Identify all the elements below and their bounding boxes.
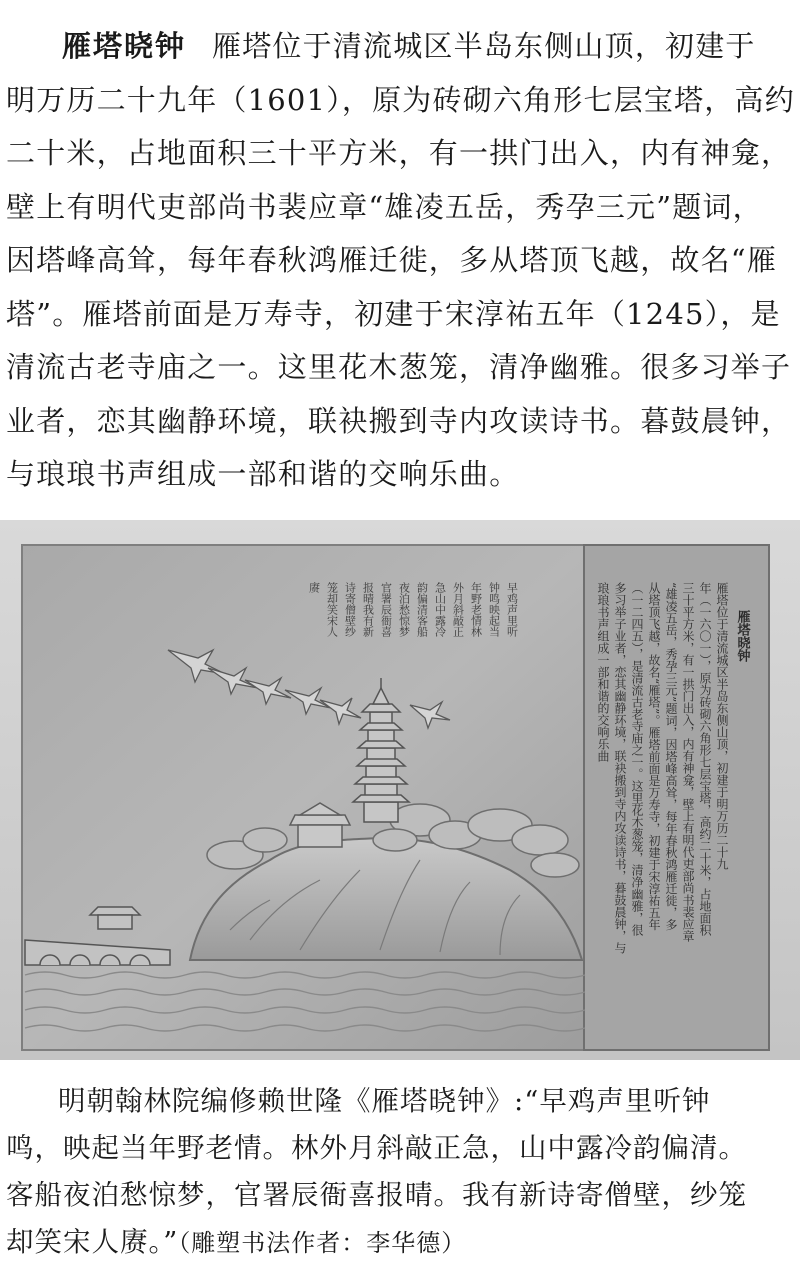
intro-text-line: 塔”。雁塔前面是万寿寺，初建于宋淳祐五年（1245），是 (6, 296, 781, 331)
intro-text-line: 因塔峰高耸，每年春秋鸿雁迁徙，多从塔顶飞越，故名“雁 (6, 243, 778, 277)
intro-text-line: 壁上有明代吏部尚书裴应章“雄凌五岳，秀孕三元”题词， (6, 189, 763, 224)
intro-text-line: 与琅琅书声组成一部和谐的交响乐曲。 (6, 457, 520, 491)
calligraphy-column: 报晴我有新 (361, 582, 375, 637)
panel-text-column: 琅琅书声组成一部和谐的交响乐曲 (596, 582, 610, 762)
calligraphy-column: 夜泊愁惊梦 (397, 582, 411, 637)
intro-paragraph (6, 20, 796, 502)
calligraphy-column: 官署辰衙喜 (379, 582, 393, 637)
caption-line-last (6, 1219, 796, 1267)
calligraphy-column: 诗寄僧壁纱 (343, 582, 357, 637)
panel-text-column: 从塔顶飞越，故名“雁塔”。雁塔前面是万寿寺，初建于宋淳祐五年 (647, 582, 661, 931)
calligraphy-column: 笼却笑宋人 (325, 582, 339, 637)
calligraphy-column: 钟鸣映起当 (487, 582, 501, 637)
caption-line: 客船夜泊愁惊梦，官署辰衙喜报晴。我有新诗寄僧壁，纱笼 (6, 1179, 747, 1211)
intro-text-line: 清流古老寺庙之一。这里花木葱笼，清净幽雅。很多习举子 (6, 350, 792, 384)
intro-text-line: 二十米，占地面积三十平方米，有一拱门出入，内有神龛， (6, 136, 792, 170)
caption-line: 鸣，映起当年野老情。林外月斜敲正急，山中露冷韵偏清。 (6, 1132, 747, 1164)
panel-text-column: 年（一六〇一），原为砖砌六角形七层宝塔，高约二十米，占地面积 (698, 582, 712, 936)
caption-text: 却笑宋人赓。” (6, 1226, 179, 1258)
panel-title: 雁塔晓钟 (734, 610, 750, 662)
calligraphy-column: 年野老情林 (469, 582, 483, 637)
section-title: 雁塔晓钟 (62, 29, 187, 63)
calligraphy-column: 韵偏清客船 (415, 582, 429, 637)
panel-text-column: 三十平方米，有一拱门出入，内有神龛，壁上有明代吏部尚书裴应章 (681, 582, 695, 942)
stone-relief-photo (0, 520, 800, 1060)
panel-text-column: （一二四五），是清流古老寺庙之一。这里花木葱笼，清净幽雅，很 (630, 582, 644, 936)
relief-illustration (0, 520, 800, 1060)
intro-text-line: 明万历二十九年（1601），原为砖砌六角形七层宝塔，高约 (6, 82, 795, 117)
caption-line: 明朝翰林院编修赖世隆《雁塔晓钟》:“早鸡声里听钟 (58, 1085, 711, 1117)
intro-text-line: 业者，恋其幽静环境，联袂搬到寺内攻读诗书。暮鼓晨钟， (6, 403, 792, 438)
calligraphy-column: 外月斜敲正 (451, 582, 465, 637)
panel-text-column: 雁塔位于清流城区半岛东侧山顶，初建于明万历二十九 (715, 582, 729, 870)
sculpture-credit: （雕塑书法作者：李华德） (178, 1229, 467, 1257)
intro-first-line (6, 20, 796, 74)
poem-caption (6, 1078, 796, 1267)
calligraphy-column: 早鸡声里听 (505, 582, 519, 637)
calligraphy-column: 赓 (307, 582, 321, 593)
panel-text-column: “雄凌五岳，秀孕三元”题词，因塔峰高耸，每年春秋鸿雁迁徙，多 (664, 582, 678, 931)
calligraphy-column: 急山中露冷 (433, 582, 447, 637)
panel-text-column: 多习举子业者，恋其幽静环境，联袂搬到寺内攻读诗书，暮鼓晨钟，与 (613, 582, 627, 954)
intro-text-line: 雁塔位于清流城区半岛东侧山顶，初建于 (212, 29, 756, 63)
